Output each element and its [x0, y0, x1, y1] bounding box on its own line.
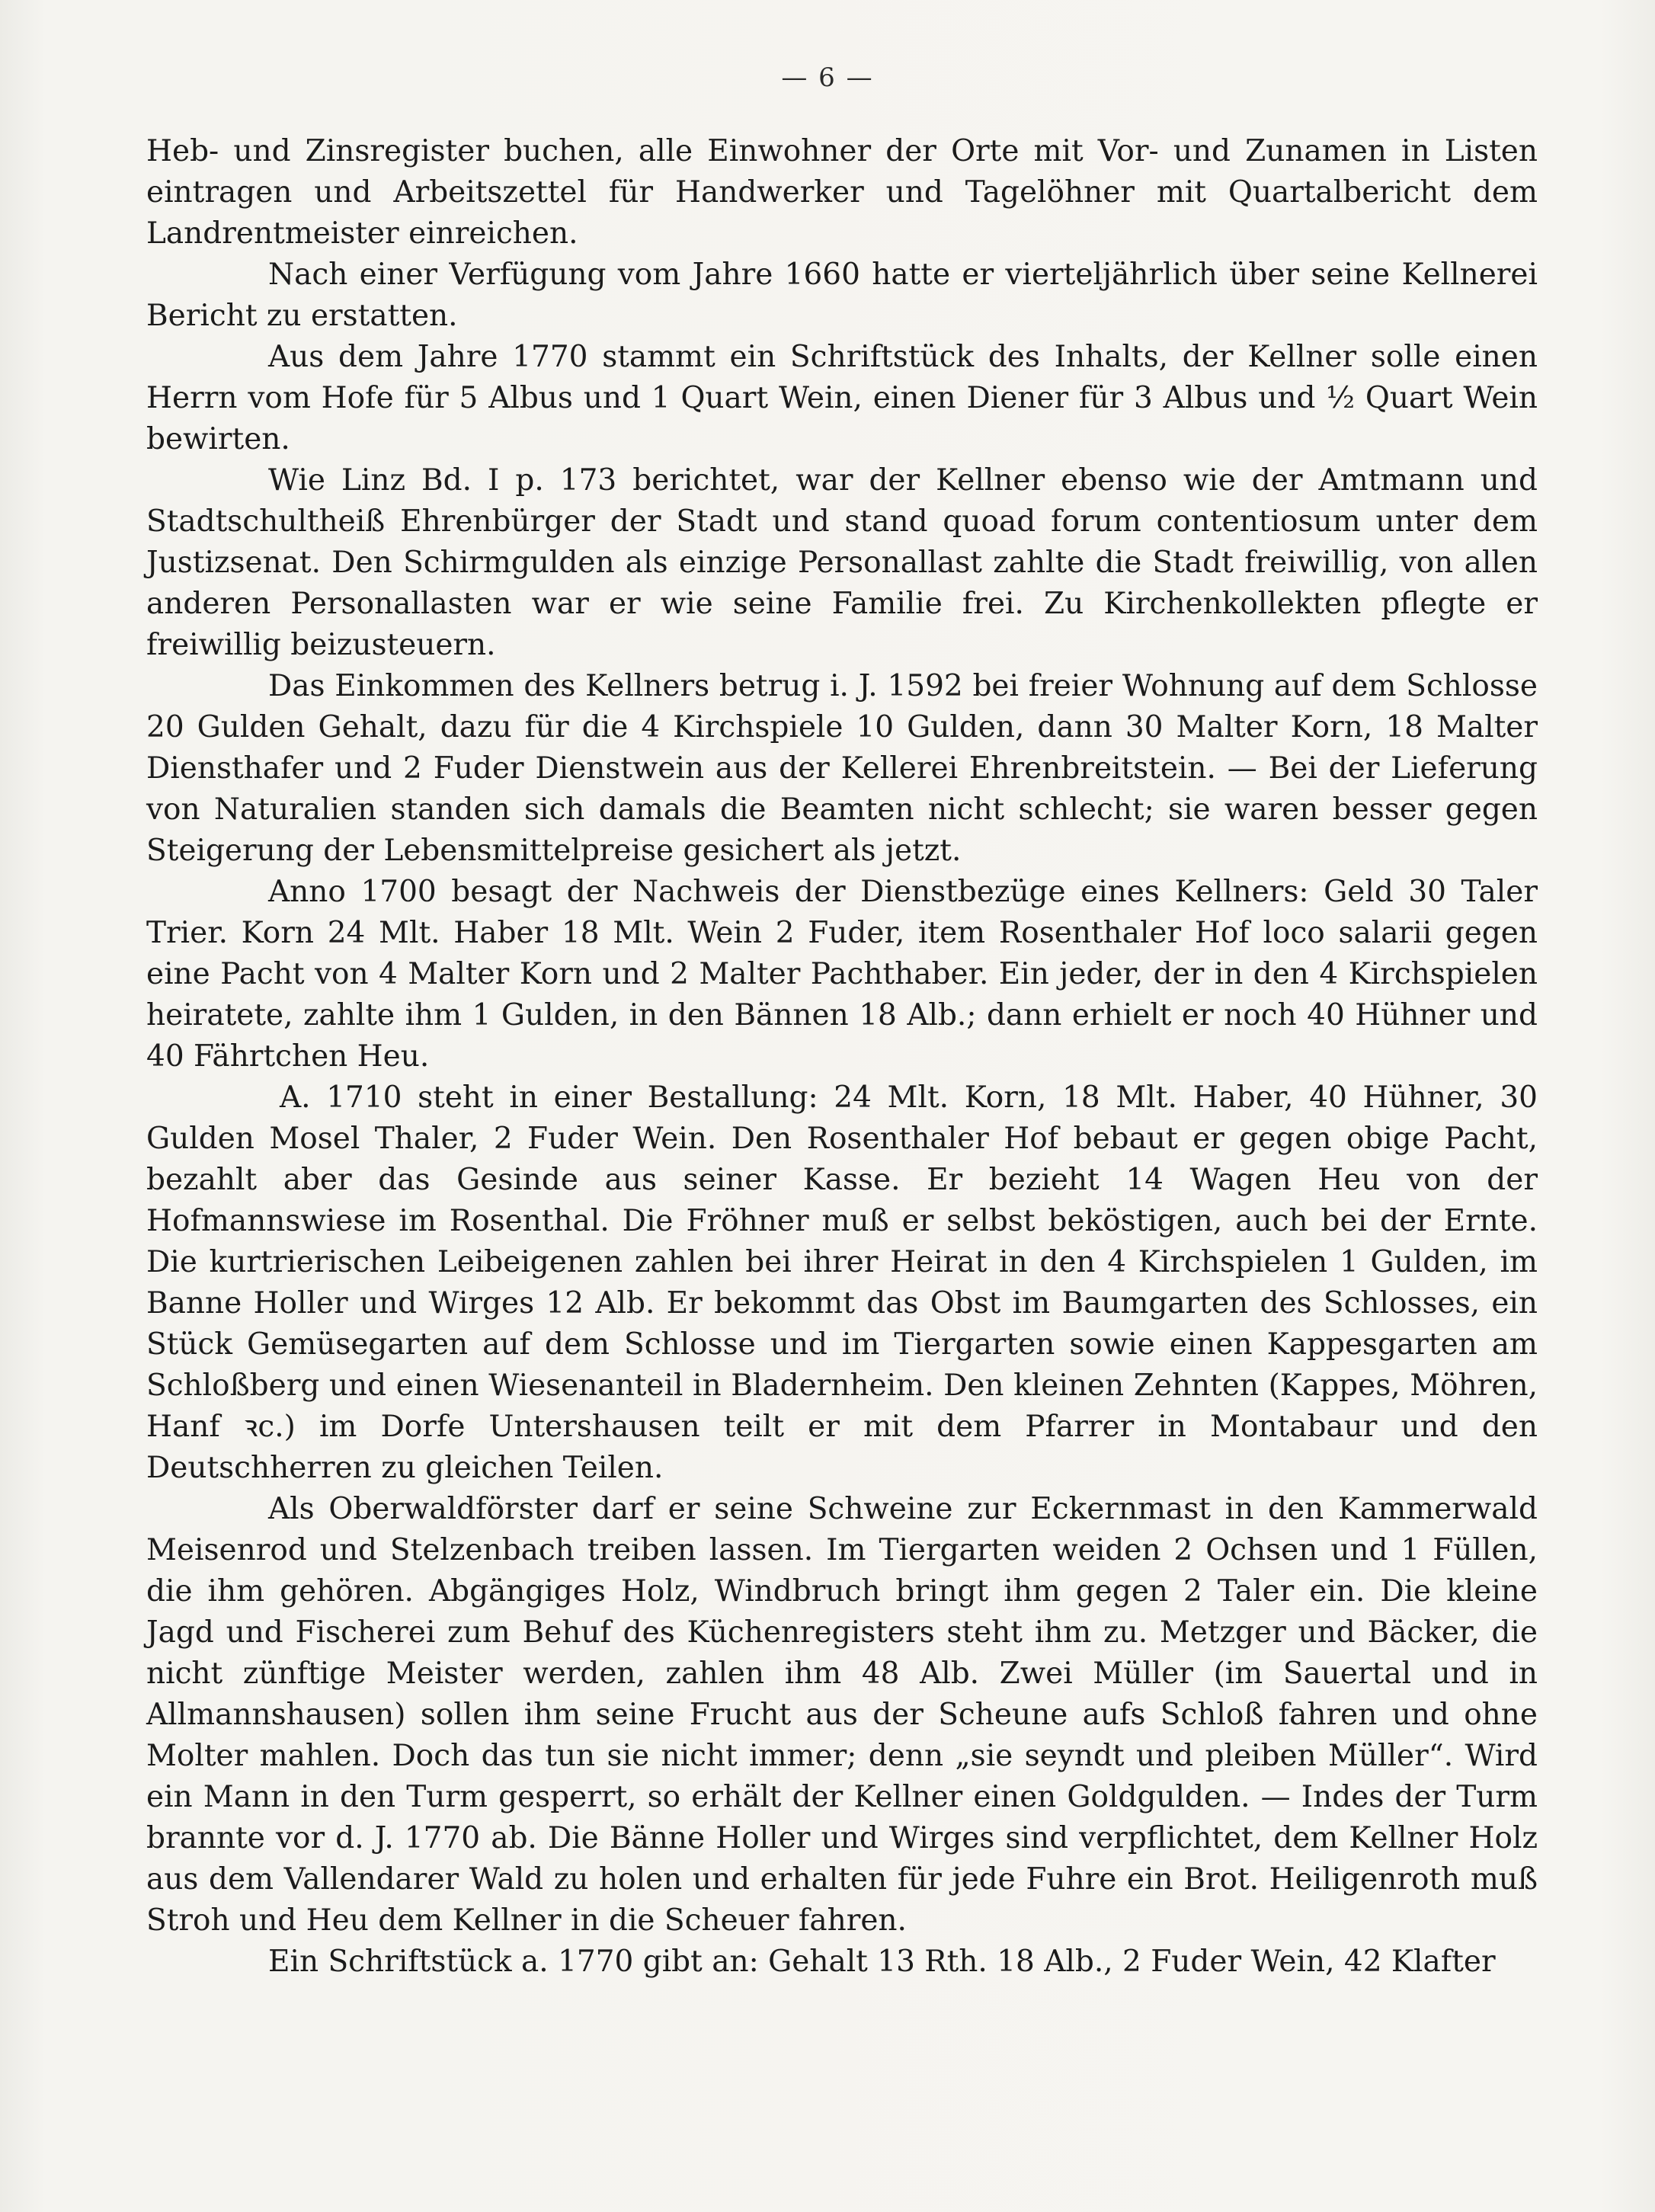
paragraph-6: Anno 1700 besagt der Nachweis der Dienstbezüge eines Kellners: Geld 30 Taler Trier. Korn 24 Mlt. Haber 18 Mlt. Wein 2 Fuder, item Rosenthaler Hof loco salarii gegen eine Pacht von 4 Malter Korn und 2 Malter Pachthaber. Ein jeder, der in den 4 Kirchspielen heiratete, zahlte ihm 1 Gulden, in den Bännen 18 Alb.; dann erhielt er noch 40 Hühner und 40 Fährtchen Heu. — [146, 875, 1538, 1074]
paragraph-5: Das Einkommen des Kellners betrug i. J. 1592 bei freier Wohnung auf dem Schlosse 20 Gulden Gehalt, dazu für die 4 Kirchspiele 10 Gulden, dann 30 Malter Korn, 18 Malter Diensthafer und 2 Fuder Dienstwein aus der Kellerei Ehrenbreitstein. — Bei der Lieferung von Naturalien standen sich damals die Beamten nicht schlecht; sie waren besser gegen Steigerung der Lebensmittelpreise gesichert als jetzt. — [146, 669, 1538, 868]
paragraph-7: A. 1710 steht in einer Bestallung: 24 Mlt. Korn, 18 Mlt. Haber, 40 Hühner, 30 Gulden Mosel Thaler, 2 Fuder Wein. Den Rosenthaler Hof bebaut er gegen obige Pacht, bezahlt aber das Gesinde aus seiner Kasse. Er bezieht 14 Wagen Heu von der Hofmannswiese im Rosenthal. Die Fröhner muß er selbst beköstigen, auch bei der Ernte. Die kurtrierischen Leibeigenen zahlen bei ihrer Heirat in den 4 Kirchspielen 1 Gulden, im Banne Holler und Wirges 12 Alb. Er bekommt das Obst im Baumgarten des Schlosses, ein Stück Gemüsegarten auf dem Schlosse und im Tiergarten sowie einen Kappesgarten am Schloßberg und einen Wiesenanteil in Bladernheim. Den kleinen Zehnten (Kappes, Möhren, Hanf ꝛc.) im Dorfe Untershausen teilt er mit dem Pfarrer in Montabaur und den Deutschherren zu gleichen Teilen. — [146, 1080, 1538, 1485]
body-text — [146, 131, 1538, 1983]
paragraph-8: Als Oberwaldförster darf er seine Schweine zur Eckernmast in den Kammerwald Meisenrod und Stelzenbach treiben lassen. Im Tiergarten weiden 2 Ochsen und 1 Füllen, die ihm gehören. Abgängiges Holz, Windbruch bringt ihm gegen 2 Taler ein. Die kleine Jagd und Fischerei zum Behuf des Küchenregisters steht ihm zu. Metzger und Bäcker, die nicht zünftige Meister werden, zahlen ihm 48 Alb. Zwei Müller (im Sauertal und in Allmannshausen) sollen ihm seine Frucht aus der Scheune aufs Schloß fahren und ohne Molter mahlen. Doch das tun sie nicht immer; denn „sie seyndt und pleiben Müller“. Wird ein Mann in den Turm gesperrt, so erhält der Kellner einen Goldgulden. — Indes der Turm brannte vor d. J. 1770 ab. Die Bänne Holler und Wirges sind verpflichtet, dem Kellner Holz aus dem Vallendarer Wald zu holen und erhalten für jede Fuhre ein Brot. Heiligenroth muß Stroh und Heu dem Kellner in die Scheuer fahren. — [146, 1492, 1538, 1938]
paragraph-2: Nach einer Verfügung vom Jahre 1660 hatte er vierteljährlich über seine Kellnerei Bericht zu erstatten. — [146, 258, 1538, 333]
paragraph-3: Aus dem Jahre 1770 stammt ein Schriftstück des Inhalts, der Kellner solle einen Herrn vom Hofe für 5 Albus und 1 Quart Wein, einen Diener für 3 Albus und ½ Quart Wein bewirten. — [146, 340, 1538, 456]
paragraph-9: Ein Schriftstück a. 1770 gibt an: Gehalt 13 Rth. 18 Alb., 2 Fuder Wein, 42 Klafter — [268, 1945, 1496, 1979]
paragraph-1: Heb- und Zinsregister buchen, alle Einwohner der Orte mit Vor- und Zunamen in Listen eintragen und Arbeitszettel für Handwerker und Tagelöhner mit Quartalbericht dem Landrentmeister einreichen. — [146, 134, 1538, 251]
paragraph-4: Wie Linz Bd. I p. 173 berichtet, war der Kellner ebenso wie der Amtmann und Stadtschultheiß Ehrenbürger der Stadt und stand quoad forum contentiosum unter dem Justizsenat. Den Schirmgulden als einzige Personallast zahlte die Stadt freiwillig, von allen anderen Personallasten war er wie seine Familie frei. Zu Kirchenkollekten pflegte er freiwillig beizusteuern. — [146, 463, 1538, 662]
page-number: — 6 — — [781, 62, 874, 93]
